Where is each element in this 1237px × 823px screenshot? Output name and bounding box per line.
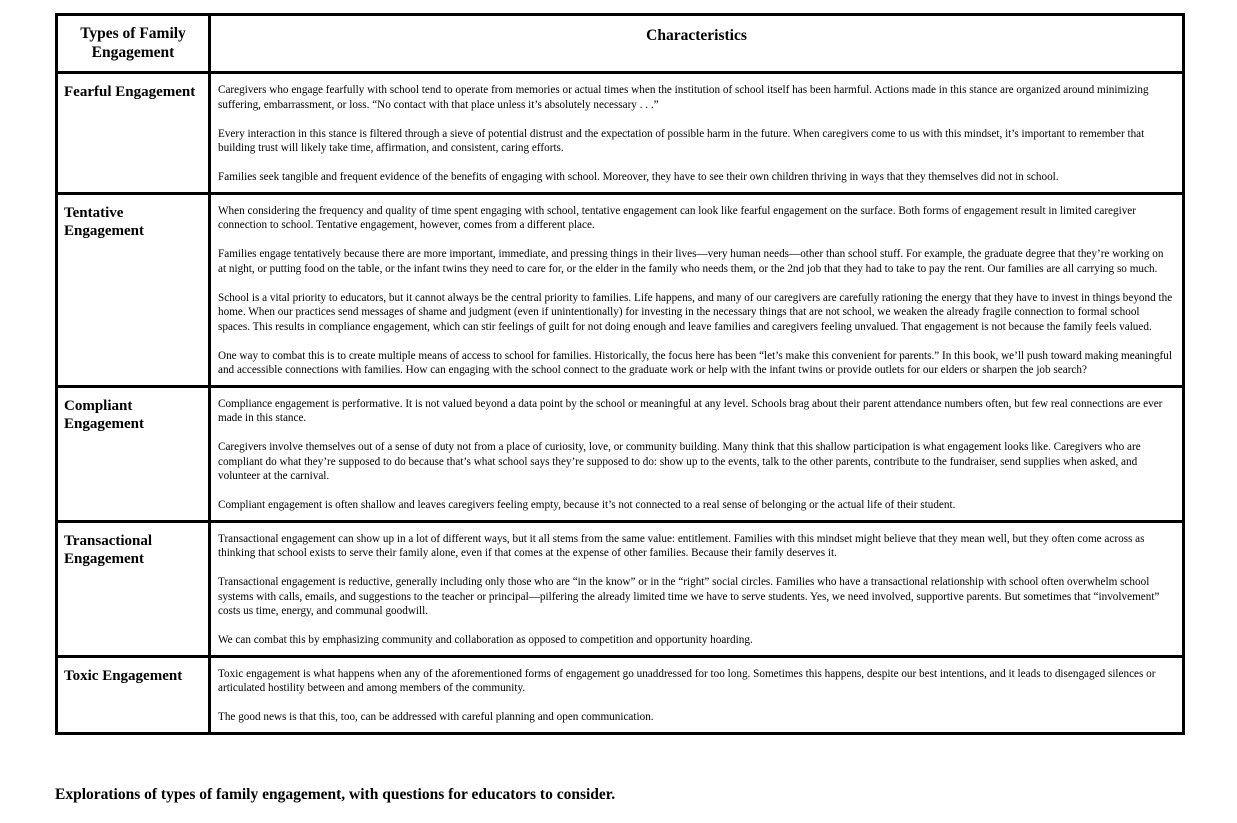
table-row-tentative — [57, 193, 1184, 386]
type-cell-transactional: Transactional Engagement — [57, 521, 210, 656]
paragraph: Families seek tangible and frequent evidence of the benefits of engaging with school. Moreover, they have to see their own children thriving in ways that they themselves did not in school. — [218, 171, 1059, 183]
characteristics-cell-transactional — [210, 521, 1184, 656]
engagement-table-container — [55, 13, 1182, 735]
characteristics-cell-tentative — [210, 193, 1184, 386]
characteristics-cell-fearful — [210, 73, 1184, 194]
paragraph: Families engage tentatively because there are more important, immediate, and pressing things in their lives—very human needs—other than school stuff. For example, the graduate degree that they’re working on at night, or putting food on the table, or the infant twins they need to care for, or the elder in the family who needs them, or the 2nd job that they had to take to pay the rent. Our families are all carrying so much. — [218, 248, 1164, 275]
paragraph: Caregivers who engage fearfully with school tend to operate from memories or actual times when the institution of school itself has been harmful. Actions made in this stance are organized around minimizing suffering, embarrassment, or loss. “No contact with that place unless it’s absolutely necessary . . .” — [218, 84, 1149, 111]
type-cell-fearful: Fearful Engagement — [57, 73, 210, 194]
paragraph: Compliant engagement is often shallow and leaves caregivers feeling empty, because it’s not connected to a real sense of belonging or the actual life of their student. — [218, 499, 956, 511]
characteristics-cell-compliant — [210, 386, 1184, 521]
type-cell-compliant: Compliant Engagement — [57, 386, 210, 521]
table-caption: Explorations of types of family engagement, with questions for educators to consider. — [55, 786, 616, 803]
type-cell-tentative: Tentative Engagement — [57, 193, 210, 386]
paragraph: Toxic engagement is what happens when any of the aforementioned forms of engagement go unaddressed for too long. Sometimes this happens, despite our best intentions, and it leads to disengaged silences or articulated hostility between and among members of the community. — [218, 667, 1156, 694]
paragraph: When considering the frequency and quality of time spent engaging with school, tentative engagement can look like fearful engagement on the surface. Both forms of engagement result in limited caregiver connection to school. Tentative engagement, however, comes from a different place. — [218, 204, 1136, 231]
paragraph: We can combat this by emphasizing community and collaboration as opposed to competition and opportunity hoarding. — [218, 634, 753, 646]
paragraph: Compliance engagement is performative. It is not valued beyond a data point by the school or meaningful at any level. Schools brag about their parent attendance numbers often, but few real connections are ever made in this stance. — [218, 397, 1163, 424]
paragraph: One way to combat this is to create multiple means of access to school for families. Historically, the focus here has been “let’s make this convenient for parents.” In this book, we’ll push toward making meaningful and accessible connections with families. How can engaging with the school connect to the graduate work or help with the infant twins or provide outlets for our elders or sharpen the job search? — [218, 349, 1172, 376]
paragraph: Caregivers involve themselves out of a sense of duty not from a place of curiosity, love, or community building. Many think that this shallow participation is what engagement looks like. Caregivers who are compliant do what they’re supposed to do because that’s what school says they’re supposed to do: show up to the events, talk to the other parents, contribute to the fundraiser, send supplies when asked, and volunteer at the carnival. — [218, 441, 1141, 482]
table-row-transactional — [57, 521, 1184, 656]
header-characteristics: Characteristics — [210, 15, 1184, 73]
header-types-of-family-engagement: Types of Family Engagement — [57, 15, 210, 73]
engagement-table — [55, 13, 1185, 735]
table-header-row — [57, 15, 1184, 73]
paragraph: Every interaction in this stance is filtered through a sieve of potential distrust and the expectation of possible harm in the future. When caregivers come to us with this mindset, it’s important to remember that building trust will likely take time, affirmation, and consistent, caring efforts. — [218, 127, 1145, 154]
paragraph: School is a vital priority to educators, but it cannot always be the central priority to families. Life happens, and many of our caregivers are carefully rationing the energy that they have to invest in things beyond the home. When our practices send messages of shame and judgment (even if unintentionally) for investing in the necessary things that are not school, we weaken the already fragile connection to formal school spaces. This results in compliance engagement, which can stir feelings of guilt for not doing enough and leave families and caregivers feeling unvalued. That engagement is not because the family feels valued. — [218, 291, 1173, 333]
paragraph: The good news is that this, too, can be addressed with careful planning and open communication. — [218, 711, 654, 723]
type-cell-toxic: Toxic Engagement — [57, 656, 210, 733]
paragraph: Transactional engagement can show up in a lot of different ways, but it all stems from the same value: entitlement. Families with this mindset might believe that they mean well, but they often come across as thinking that school exists to serve their family alone, even if that comes at the expense of other families. Because their family deserves it. — [218, 532, 1145, 559]
table-row-fearful — [57, 73, 1184, 194]
table-row-toxic — [57, 656, 1184, 733]
table-row-compliant — [57, 386, 1184, 521]
paragraph: Transactional engagement is reductive, generally including only those who are “in the know” or in the “right” social circles. Families who have a transactional relationship with school often overwhelm school systems with calls, emails, and suggestions to the teacher or principal—pilfering the already limited time we have to serve students. Yes, we need involved, supportive parents. But sometimes that “involvement” costs us time, energy, and communal goodwill. — [218, 576, 1160, 617]
characteristics-cell-toxic — [210, 656, 1184, 733]
